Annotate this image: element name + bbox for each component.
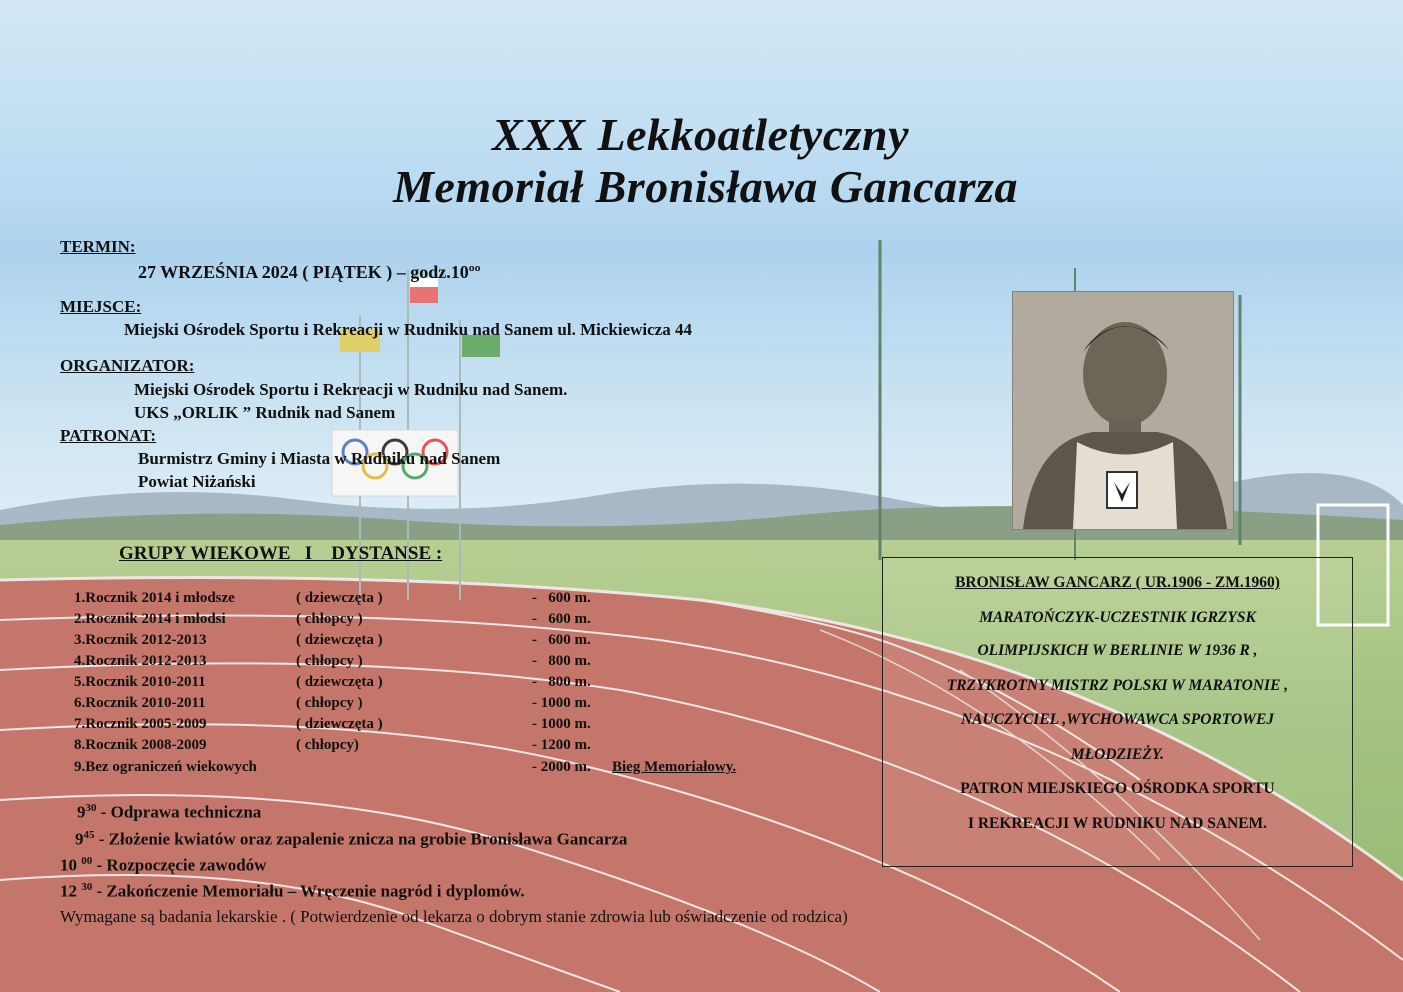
schedule-hour: 9 [75, 829, 84, 849]
schedule-minute: 45 [83, 829, 95, 841]
bio-line: MŁODZIEŻY. [1070, 746, 1165, 763]
row-name: 5.Rocznik 2010-2011 [74, 674, 206, 690]
medical-note: Wymagane są badania lekarskie . ( Potwierdzenie od lekarza o dobrym stanie zdrowia lub oświadczenie od rodzica) [60, 907, 848, 926]
row-distance: - 800 m. [532, 653, 591, 669]
bio-line: NAUCZYCIEL ,WYCHOWAWCA SPORTOWEJ [960, 711, 1275, 728]
row-distance: - 2000 m. [532, 759, 591, 775]
bio-line: OLIMPIJSKICH W BERLINIE W 1936 R , [977, 642, 1258, 659]
bio-patron-line: I REKREACJI W RUDNIKU NAD SANEM. [967, 815, 1268, 832]
bio-patron-line: PATRON MIEJSKIEGO OŚRODKA SPORTU [960, 780, 1275, 797]
row-who: ( chłopcy ) [296, 611, 363, 627]
portrait-photo [1012, 291, 1234, 530]
row-name: 9.Bez ograniczeń wiekowych [74, 759, 257, 775]
row-distance: - 600 m. [532, 632, 591, 648]
row-distance: - 600 m. [532, 590, 591, 606]
row-who: ( dziewczęta ) [296, 716, 383, 732]
schedule-text: - Rozpoczęcie zawodów [92, 855, 267, 875]
row-who: ( chłopcy ) [296, 695, 363, 711]
row-distance: - 800 m. [532, 674, 591, 690]
groups-heading: GRUPY WIEKOWE I DYSTANSE : [119, 543, 443, 564]
organizator-label: ORGANIZATOR: [60, 356, 195, 375]
row-distance: - 1200 m. [532, 737, 591, 753]
row-who: ( dziewczęta ) [296, 632, 383, 648]
miejsce-label: MIEJSCE: [60, 297, 142, 316]
schedule-item [60, 855, 266, 876]
row-name: 6.Rocznik 2010-2011 [74, 695, 206, 711]
schedule-minute: 30 [85, 802, 97, 814]
row-name: 8.Rocznik 2008-2009 [74, 737, 207, 753]
schedule-text: - Złożenie kwiatów oraz zapalenie znicza na grobie Bronisława Gancarza [94, 829, 628, 849]
title-line-2: Memoriał Bronisława Gancarza [393, 161, 1018, 212]
row-who: ( chłopcy ) [296, 653, 363, 669]
schedule-minute: 00 [81, 855, 93, 867]
row-name: 4.Rocznik 2012-2013 [74, 653, 207, 669]
schedule-item [77, 802, 261, 823]
portrait-figure [1013, 292, 1233, 529]
termin-value: 27 WRZEŚNIA 2024 ( PIĄTEK ) – godz.10ºº [138, 262, 481, 282]
bio-line: MARATOŃCZYK-UCZESTNIK IGRZYSK [979, 609, 1256, 626]
biography-box [882, 557, 1353, 867]
patronat-line: Powiat Niżański [138, 472, 256, 491]
bio-line: TRZYKROTNY MISTRZ POLSKI W MARATONIE , [946, 677, 1289, 694]
row-extra: Bieg Memoriałowy. [612, 759, 737, 775]
row-distance: - 1000 m. [532, 695, 591, 711]
organizator-line: UKS „ORLIK ” Rudnik nad Sanem [134, 403, 396, 422]
miejsce-value: Miejski Ośrodek Sportu i Rekreacji w Rudniku nad Sanem ul. Mickiewicza 44 [124, 320, 692, 339]
schedule-hour: 12 [60, 881, 82, 901]
row-who: ( dziewczęta ) [296, 590, 383, 606]
row-name: 2.Rocznik 2014 i młodsi [74, 611, 226, 627]
schedule-text: - Zakończenie Memoriału – Wręczenie nagród i dyplomów. [92, 881, 525, 901]
organizator-line: Miejski Ośrodek Sportu i Rekreacji w Rudniku nad Sanem. [134, 380, 568, 399]
patronat-label: PATRONAT: [60, 426, 157, 445]
row-distance: - 1000 m. [532, 716, 591, 732]
title-line-1: XXX Lekkoatletyczny [491, 109, 910, 160]
row-name: 1.Rocznik 2014 i młodsze [74, 590, 235, 606]
schedule-minute: 30 [81, 881, 93, 893]
bio-header: BRONISŁAW GANCARZ ( UR.1906 - ZM.1960) [955, 574, 1280, 591]
row-distance: - 600 m. [532, 611, 591, 627]
schedule-hour: 9 [77, 802, 86, 822]
schedule-text: - Odprawa techniczna [96, 802, 262, 822]
termin-label: TERMIN: [60, 237, 136, 256]
schedule-hour: 10 [60, 855, 82, 875]
row-name: 3.Rocznik 2012-2013 [74, 632, 207, 648]
row-who: ( dziewczęta ) [296, 674, 383, 690]
row-name: 7.Rocznik 2005-2009 [74, 716, 207, 732]
patronat-line: Burmistrz Gminy i Miasta w Rudniku nad Sanem [138, 449, 501, 468]
schedule-item [60, 881, 525, 902]
row-who: ( chłopcy) [296, 737, 359, 753]
schedule-item [75, 829, 627, 850]
